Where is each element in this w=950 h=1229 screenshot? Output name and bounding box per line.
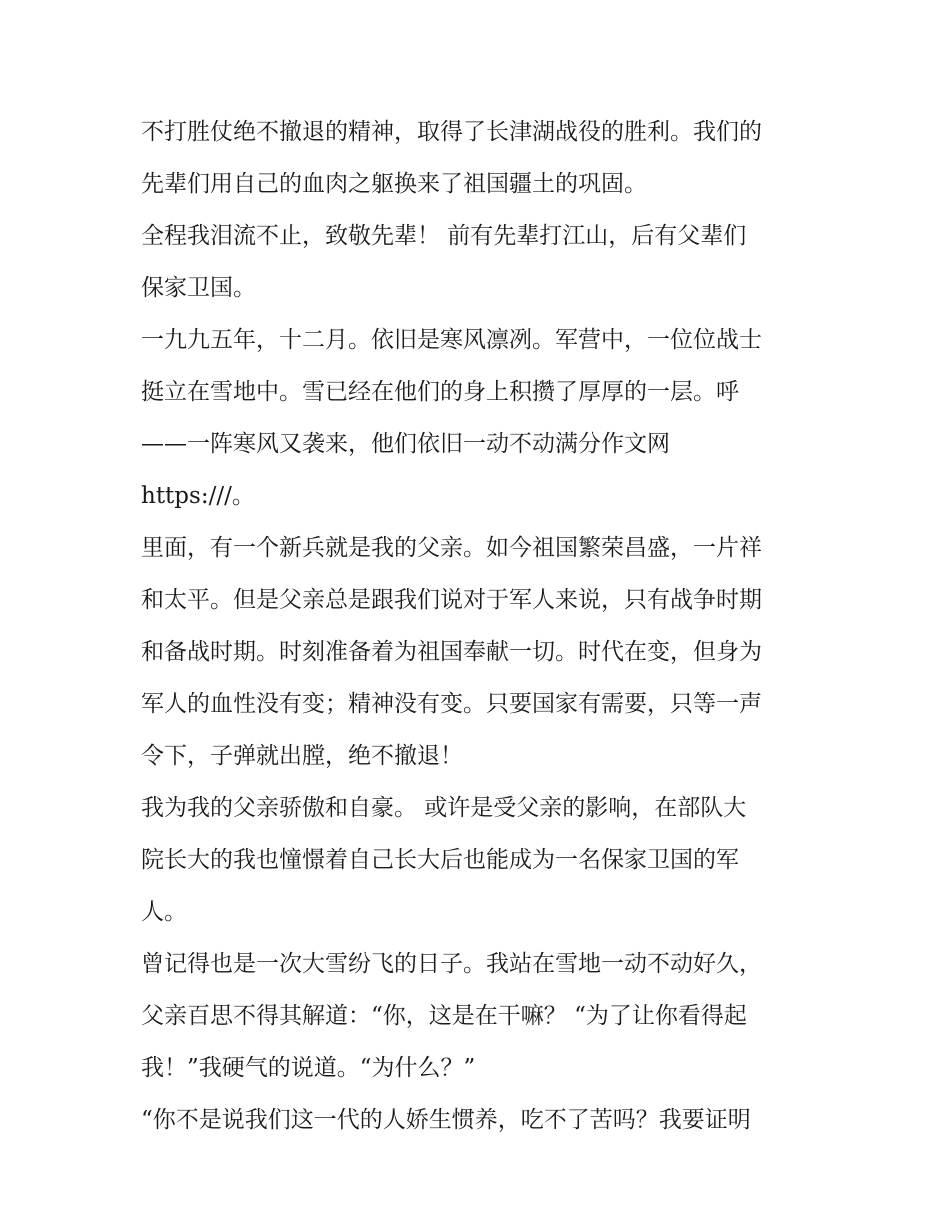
text-line: 不打胜仗绝不撤退的精神，取得了长津湖战役的胜利。我们的 — [141, 119, 762, 145]
text-line: 保家卫国。 — [141, 275, 256, 301]
text-line: 全程我泪流不止，致敬先辈！ 前有先辈打江山，后有父辈们 — [141, 223, 747, 249]
text-line: 军人的血性没有变；精神没有变。只要国家有需要，只等一声 — [141, 691, 762, 717]
text-line: https:///。 — [141, 483, 255, 509]
text-line: 我为我的父亲骄傲和自豪。 或许是受父亲的影响，在部队大 — [141, 795, 747, 821]
text-line: 令下，子弹就出膛，绝不撤退！ — [141, 743, 463, 769]
text-line: 挺立在雪地中。雪已经在他们的身上积攒了厚厚的一层。呼 — [141, 379, 739, 405]
text-line: “你不是说我们这一代的人娇生惯养，吃不了苦吗？我要证明 — [141, 1107, 751, 1133]
text-line: 一九九五年，十二月。依旧是寒风凛冽。军营中，一位位战士 — [141, 327, 762, 353]
text-line: ——一阵寒风又袭来，他们依旧一动不动满分作文网 — [141, 431, 670, 457]
text-line: 院长大的我也憧憬着自己长大后也能成为一名保家卫国的军 — [141, 847, 739, 873]
text-line: 里面，有一个新兵就是我的父亲。如今祖国繁荣昌盛，一片祥 — [141, 535, 762, 561]
text-line: 曾记得也是一次大雪纷飞的日子。我站在雪地一动不动好久， — [141, 951, 762, 977]
document-body — [141, 106, 821, 1146]
text-line: 先辈们用自己的血肉之躯换来了祖国疆土的巩固。 — [141, 171, 647, 197]
text-line: 和太平。但是父亲总是跟我们说对于军人来说，只有战争时期 — [141, 587, 762, 613]
text-line: 和备战时期。时刻准备着为祖国奉献一切。时代在变，但身为 — [141, 639, 762, 665]
text-line: 我！”我硬气的说道。“为什么？” — [141, 1055, 476, 1081]
text-line: 父亲百思不得其解道：“你，这是在干嘛？ “为了让你看得起 — [141, 1003, 747, 1029]
text-line: 人。 — [141, 899, 187, 925]
